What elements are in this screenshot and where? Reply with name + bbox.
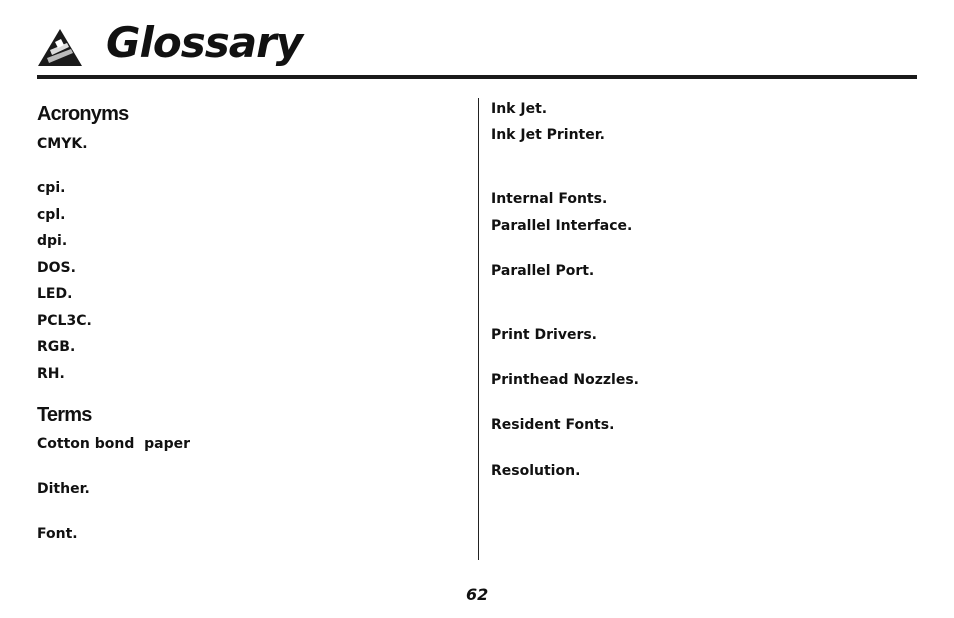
- term-item: Resident Fonts.: [491, 417, 615, 433]
- brand-logo-icon: [37, 28, 83, 68]
- acronym-item: cpi.: [37, 180, 66, 196]
- terms-heading: Terms: [37, 404, 92, 426]
- term-item: Printhead Nozzles.: [491, 372, 640, 388]
- term-item: Dither.: [37, 481, 90, 497]
- acronym-item: RH.: [37, 366, 65, 382]
- term-item: Cotton bond paper: [37, 436, 191, 452]
- acronym-item: DOS.: [37, 260, 76, 276]
- acronym-item: LED.: [37, 286, 73, 302]
- term-item: Ink Jet Printer.: [491, 127, 605, 143]
- column-divider: [478, 98, 479, 560]
- acronym-item: RGB.: [37, 339, 76, 355]
- term-item: Ink Jet.: [491, 101, 548, 117]
- term-item: Print Drivers.: [491, 327, 597, 343]
- acronym-item: cpl.: [37, 207, 66, 223]
- page-number: 62: [466, 585, 489, 604]
- term-item: Parallel Interface.: [491, 218, 633, 234]
- title-rule: [37, 75, 917, 79]
- acronyms-heading: Acronyms: [37, 103, 129, 125]
- term-item: Internal Fonts.: [491, 191, 608, 207]
- page-title: Glossary: [106, 18, 303, 67]
- term-item: Parallel Port.: [491, 263, 595, 279]
- acronym-item: PCL3C.: [37, 313, 92, 329]
- term-item: Font.: [37, 526, 78, 542]
- acronym-item: CMYK.: [37, 136, 88, 152]
- term-item: Resolution.: [491, 463, 581, 479]
- acronym-item: dpi.: [37, 233, 68, 249]
